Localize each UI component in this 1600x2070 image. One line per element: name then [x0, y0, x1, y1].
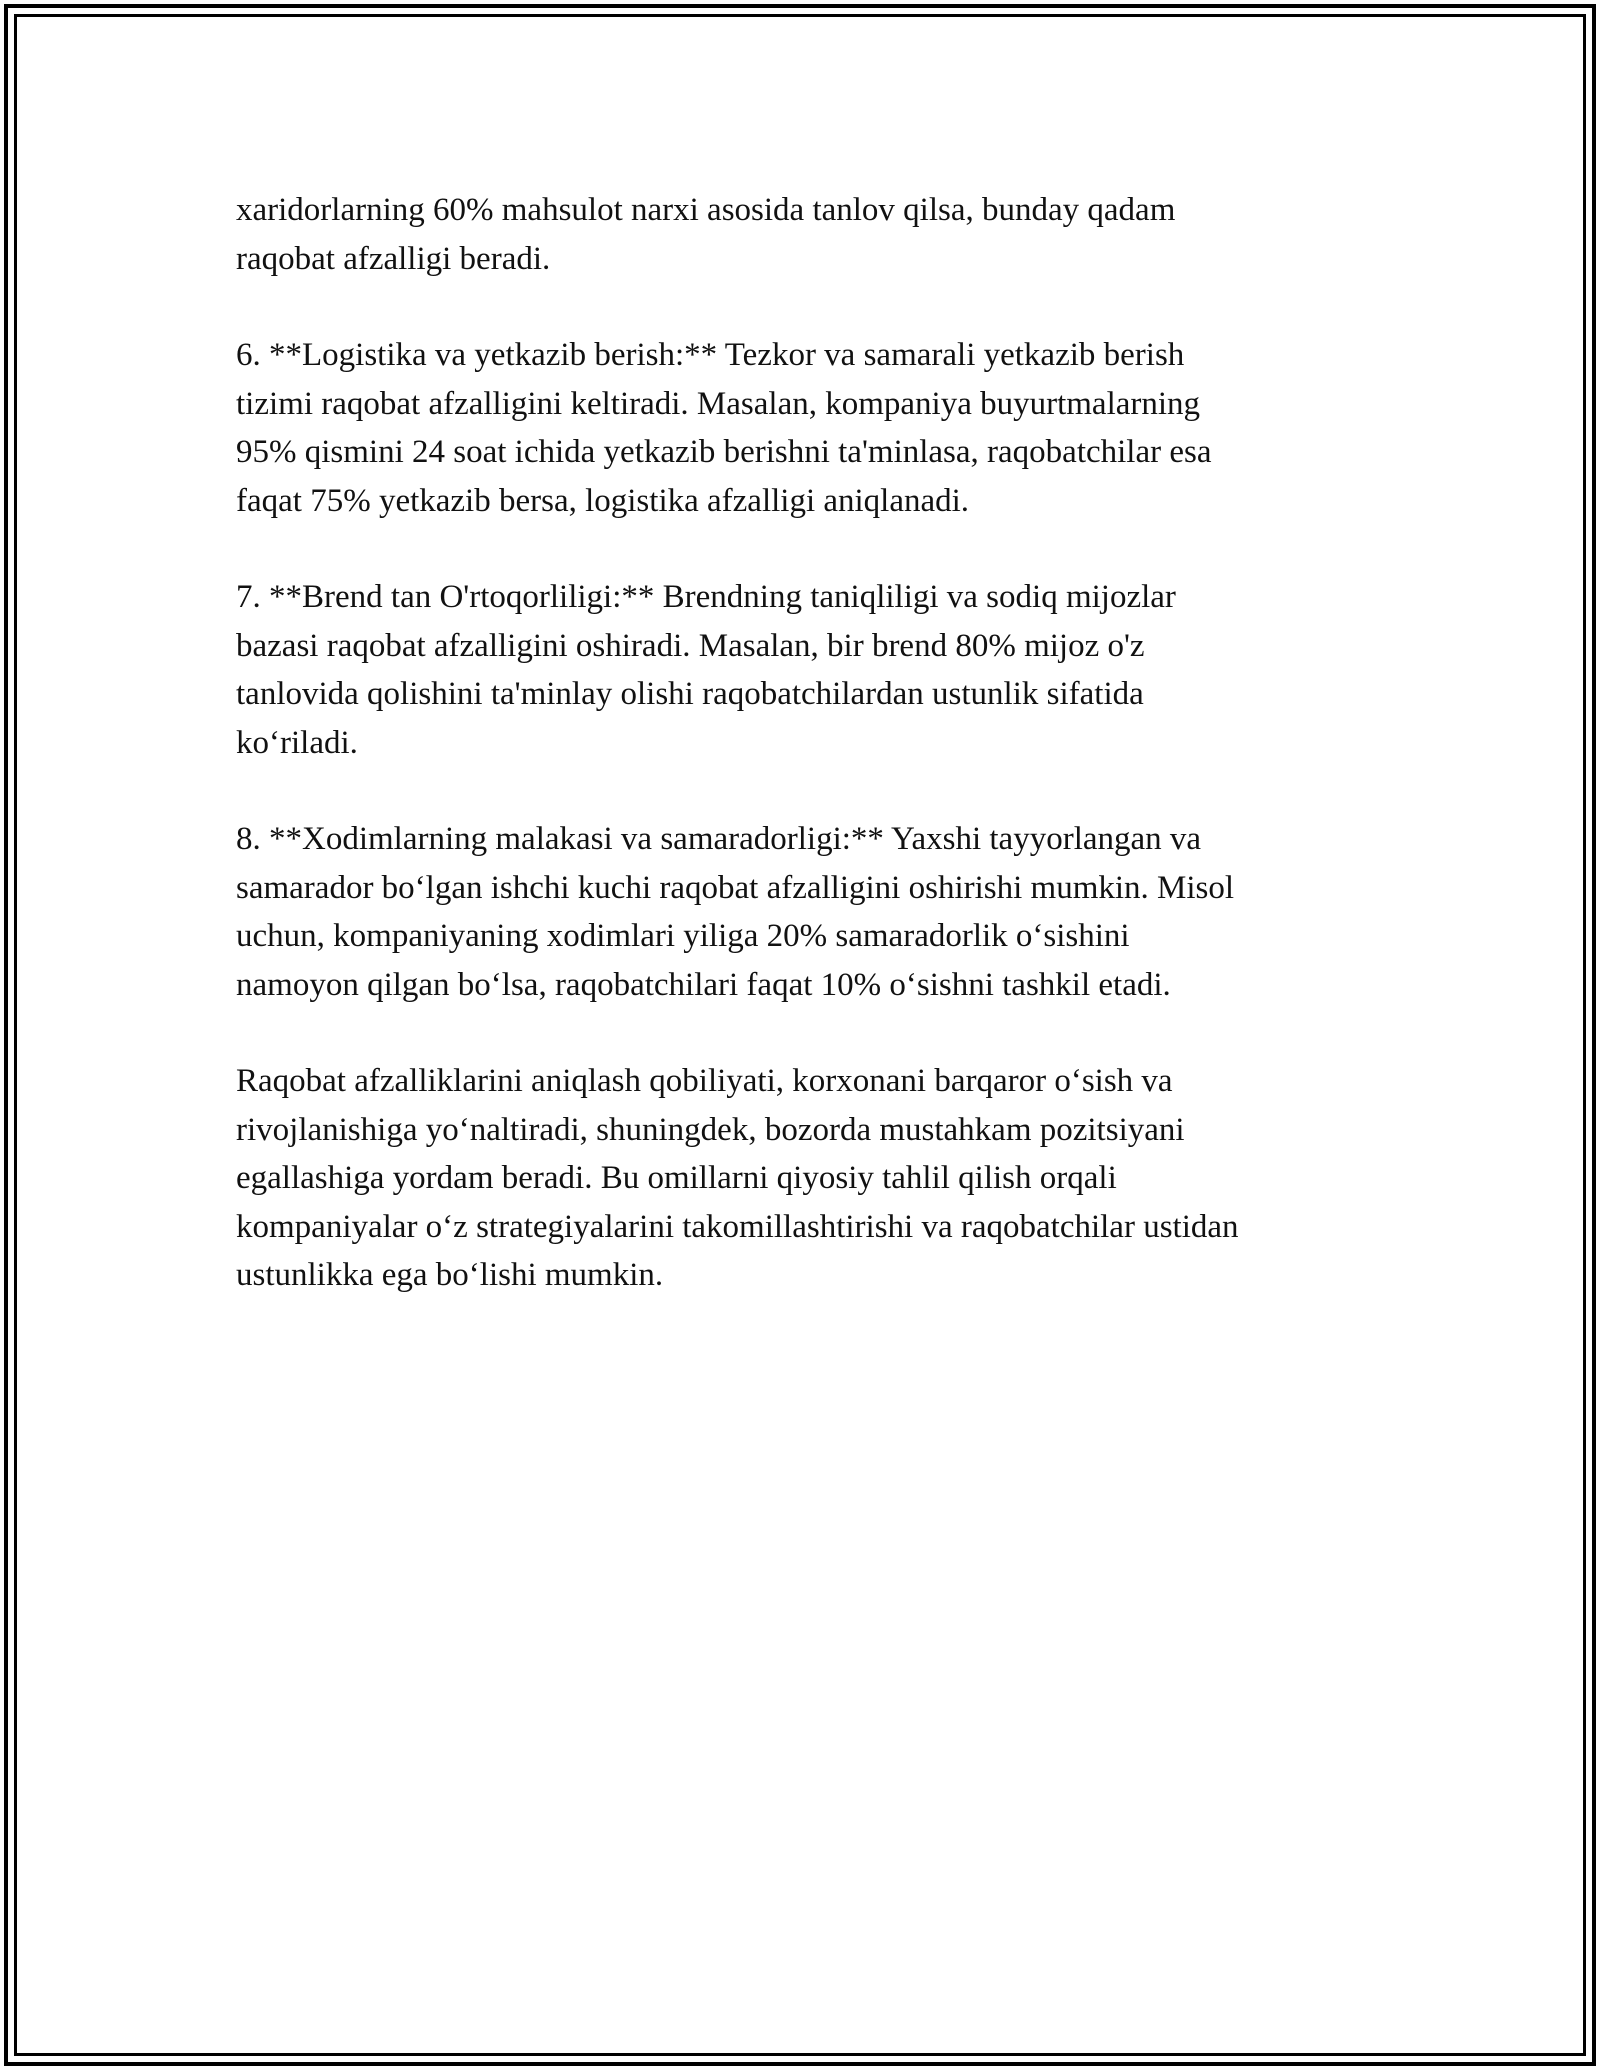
paragraph-conclusion: Raqobat afzalliklarini aniqlash qobiliyati, korxonani barqaror o‘sish va rivojlanishiga yo‘naltiradi, shuningdek, bozorda mustahkam pozitsiyani egallashiga yordam beradi. Bu omillarni qiyosiy tahlil qilish orqali kompaniyalar o‘z strategiyalarini takomillashtirishi va raqobatchilar ustidan ustunlikka ega bo‘lishi mumkin.	[236, 1063, 1239, 1293]
document-body	[236, 186, 1376, 1348]
paragraph-brand: 7. **Brend tan O'rtoqorliligi:** Brendning taniqliligi va sodiq mijozlar bazasi raqobat afzalligini oshiradi. Masalan, bir brend 80% mijoz o'z tanlovida qolishini ta'minlay olishi raqobatchilardan ustunlik sifatida ko‘riladi.	[236, 579, 1176, 761]
paragraph-staff: 8. **Xodimlarning malakasi va samaradorligi:** Yaxshi tayyorlangan va samarador bo‘lgan ishchi kuchi raqobat afzalligini oshirishi mumkin. Misol uchun, kompaniyaning xodimlari yiliga 20% samaradorlik o‘sishini namoyon qilgan bo‘lsa, raqobatchilari faqat 10% o‘sishni tashkil etadi.	[236, 821, 1235, 1003]
paragraph-continuation: xaridorlarning 60% mahsulot narxi asosida tanlov qilsa, bunday qadam raqobat afzalligi beradi.	[236, 192, 1176, 277]
paragraph-logistics: 6. **Logistika va yetkazib berish:** Tezkor va samarali yetkazib berish tizimi raqobat afzalligini keltiradi. Masalan, kompaniya buyurtmalarning 95% qismini 24 soat ichida yetkazib berishni ta'minlasa, raqobatchilar esa faqat 75% yetkazib bersa, logistika afzalligi aniqlanadi.	[236, 337, 1212, 519]
